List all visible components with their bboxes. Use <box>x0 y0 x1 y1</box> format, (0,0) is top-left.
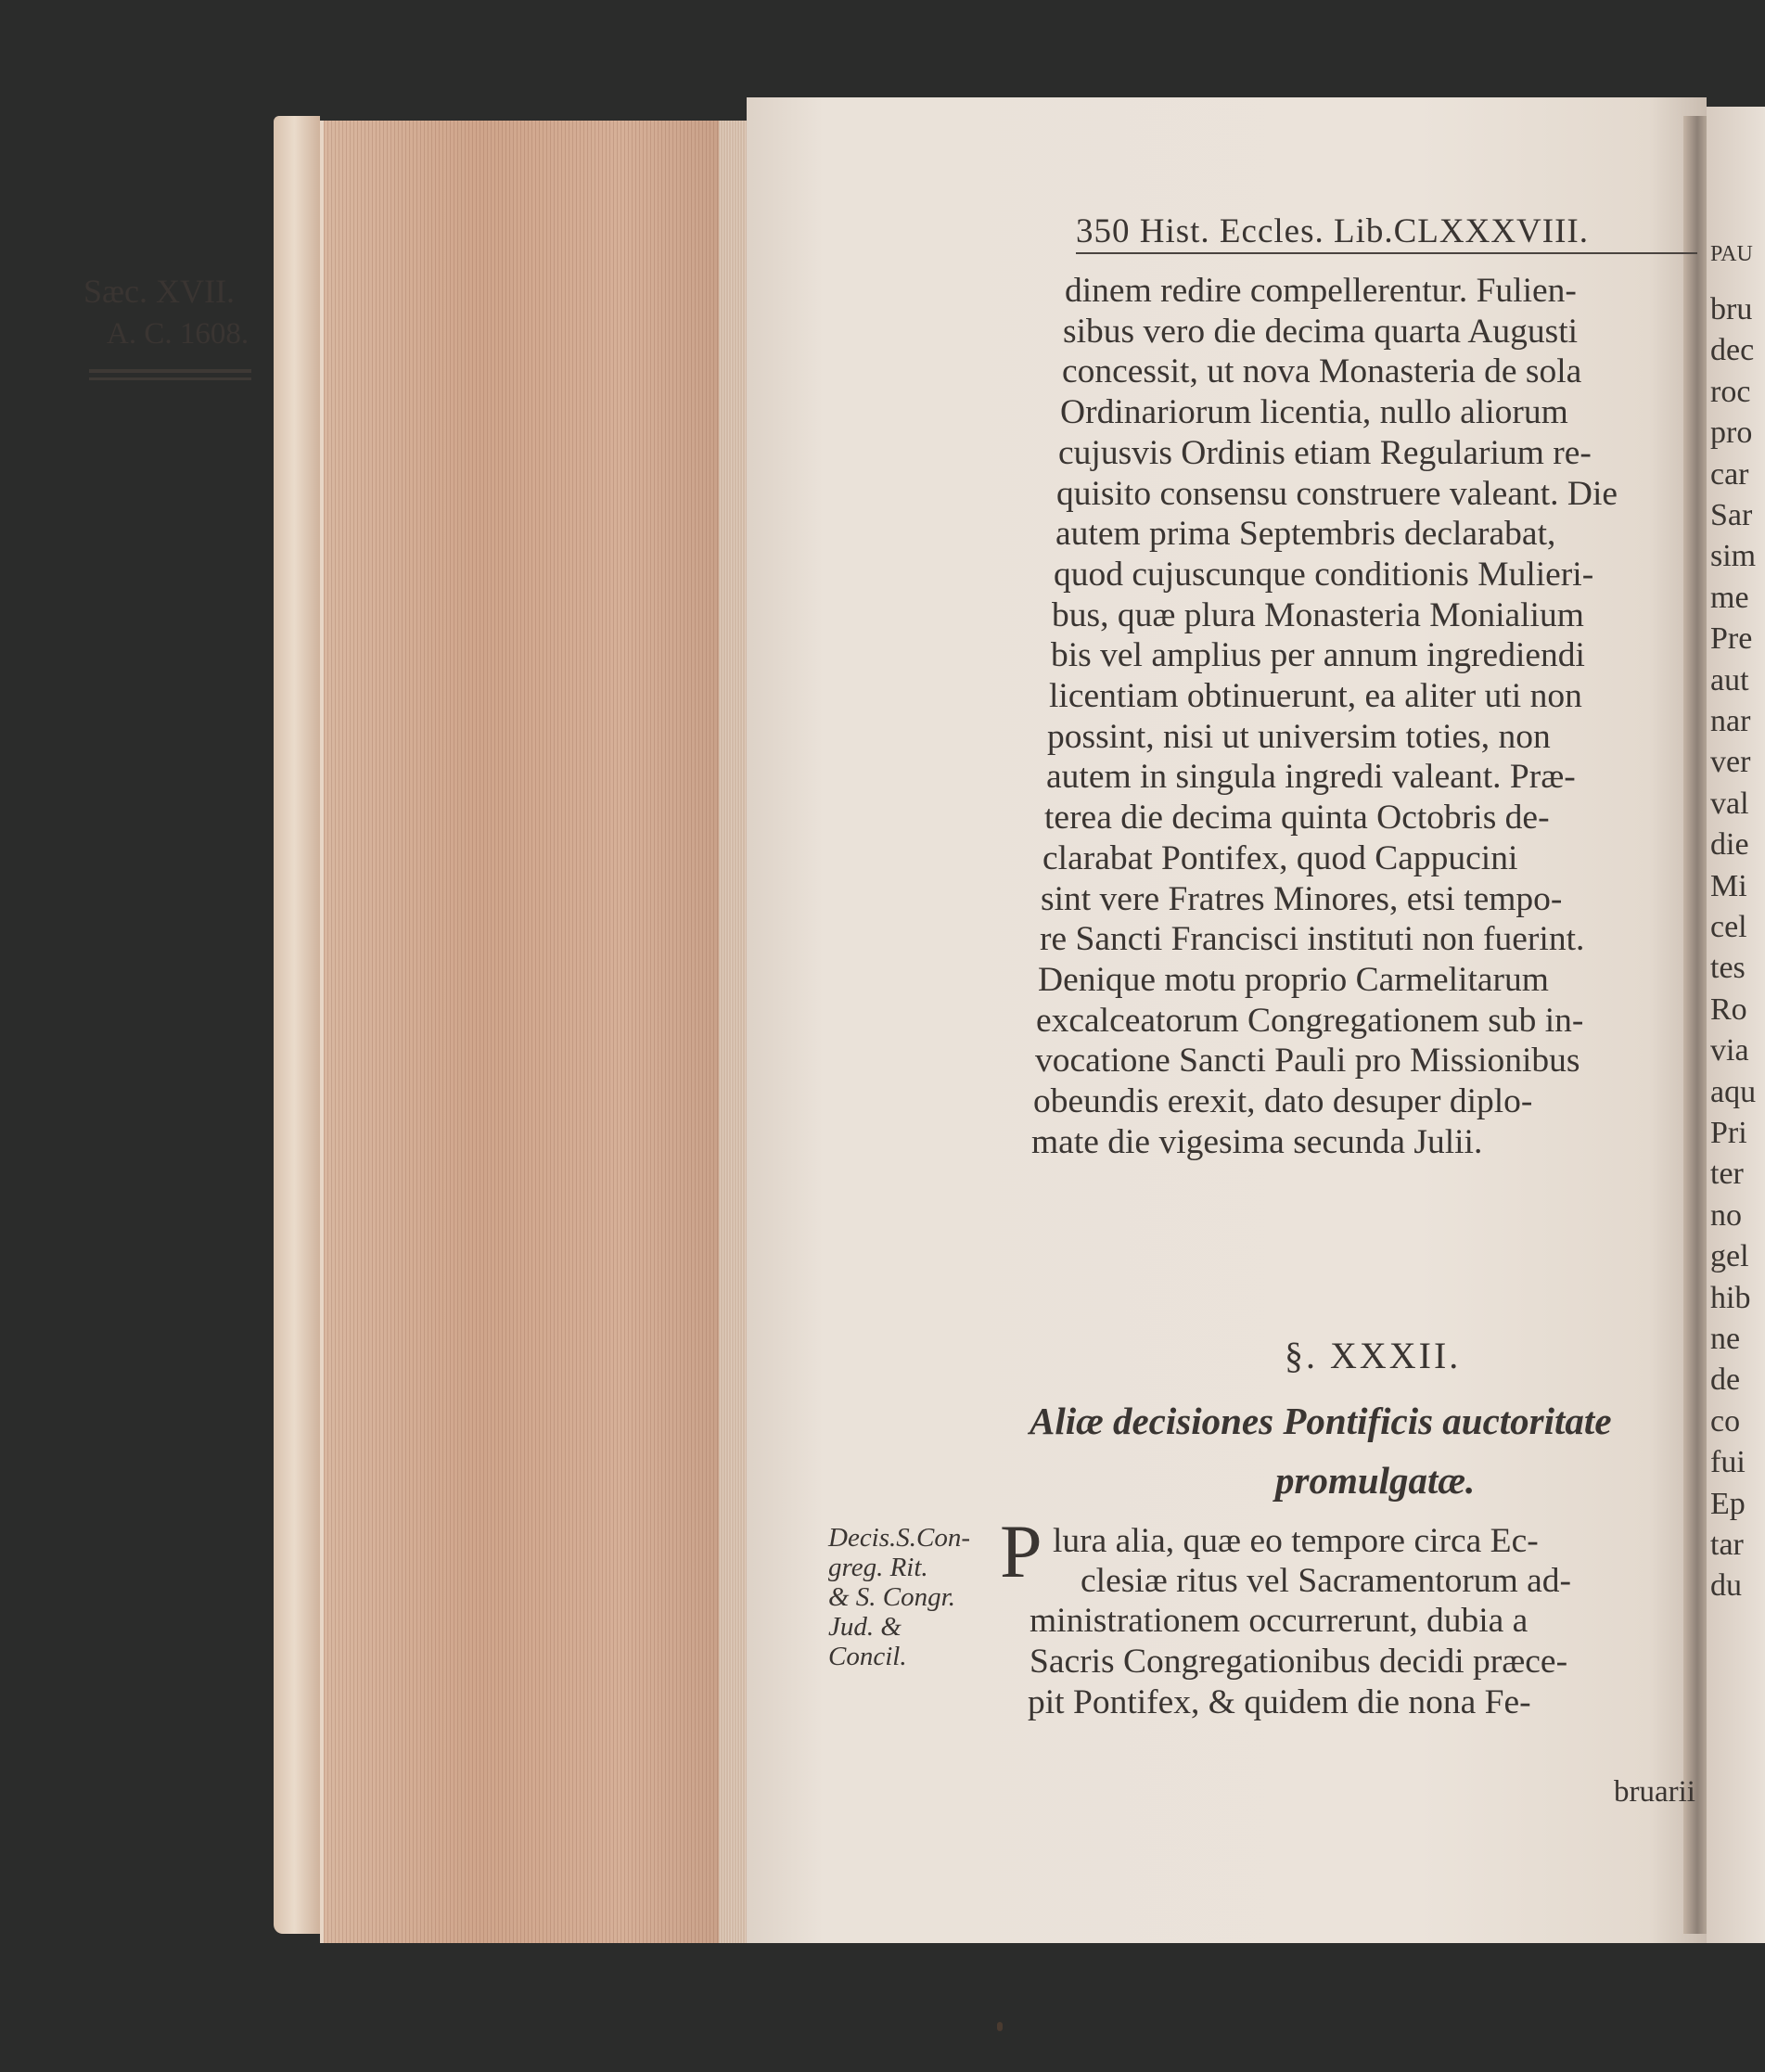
section-number: §. XXXII. <box>1285 1335 1462 1376</box>
paper-speck <box>997 2022 1003 2031</box>
body-line: bis vel amplius per annum ingrediendi <box>1051 636 1585 675</box>
facing-page-fragment: roc <box>1710 374 1751 409</box>
facing-page-fragment: me <box>1710 580 1749 615</box>
body-line: bus, quæ plura Monasteria Monialium <box>1052 595 1584 634</box>
para2-line-1: lura alia, quæ eo tempore circa Ec- <box>1053 1522 1539 1560</box>
side-note-year: A. C. 1608. <box>107 317 249 351</box>
body-line: autem prima Septembris declarabat, <box>1055 515 1556 554</box>
para2-line-4: Sacris Congregationibus decidi præce- <box>1030 1643 1568 1681</box>
facing-page-fragment: dec <box>1710 333 1755 368</box>
section-title-line-1: Aliæ decisiones Pontificis auctoritate <box>1030 1400 1612 1442</box>
body-line: possint, nisi ut universim toties, non <box>1047 717 1551 756</box>
body-line: cujusvis Ordinis etiam Regularium re- <box>1058 433 1592 472</box>
page-stack-edge <box>719 121 747 1943</box>
para2-line-5: pit Pontifex, & quidem die nona Fe- <box>1028 1683 1531 1721</box>
margin-note-line: Jud. & <box>828 1612 902 1642</box>
facing-page-fragment: fui <box>1710 1445 1746 1480</box>
side-note-century: Sæc. XVII. <box>83 273 235 310</box>
facing-page-fragment: gel <box>1710 1239 1749 1274</box>
facing-page-fragment: val <box>1710 786 1749 821</box>
facing-page-fragment: sim <box>1710 539 1757 574</box>
facing-page-fragment: via <box>1710 1033 1749 1068</box>
facing-page-fragment: Ep <box>1710 1486 1746 1521</box>
body-line: re Sancti Francisci instituti non fuerint. <box>1040 920 1585 959</box>
facing-page-fragment: cel <box>1710 910 1747 944</box>
body-line: sibus vero die decima quarta Augusti <box>1063 312 1579 351</box>
book-cover-edge <box>274 116 320 1934</box>
para2-line-2: clesiæ ritus vel Sacramentorum ad- <box>1081 1562 1572 1600</box>
body-line: mate die vigesima secunda Julii. <box>1031 1122 1483 1161</box>
facing-page-fragment: aut <box>1710 662 1749 697</box>
facing-page-fragment: du <box>1710 1568 1742 1604</box>
facing-page-fragment: Pre <box>1710 621 1753 657</box>
facing-page-fragment: hib <box>1710 1280 1751 1315</box>
margin-note-line: & S. Congr. <box>828 1582 955 1612</box>
body-line: vocatione Sancti Pauli pro Missionibus <box>1035 1042 1580 1081</box>
side-note-rule <box>89 369 251 373</box>
body-line: autem in singula ingredi valeant. Præ- <box>1046 758 1576 797</box>
facing-page-fragment: ter <box>1710 1157 1744 1192</box>
body-line: quisito consensu construere valeant. Die <box>1056 474 1618 513</box>
margin-note-line: Decis.S.Con- <box>828 1523 971 1553</box>
facing-page-fragment: nar <box>1710 704 1751 738</box>
drop-cap: P <box>1000 1509 1042 1593</box>
body-line: dinem redire compellerentur. Fulien- <box>1065 272 1577 310</box>
para2-line-3: ministrationem occurrerunt, dubia a <box>1030 1602 1528 1640</box>
section-title-line-2: promulgatæ. <box>1275 1459 1476 1502</box>
facing-page-fragment: aqu <box>1710 1074 1757 1109</box>
facing-page-fragment: no <box>1710 1197 1742 1233</box>
body-line: clarabat Pontifex, quod Cappucini <box>1042 838 1518 877</box>
facing-page <box>1707 107 1765 1943</box>
facing-page-fragment: tes <box>1710 951 1746 986</box>
body-line: obeundis erexit, dato desuper diplo- <box>1033 1082 1533 1120</box>
facing-page-fragment: de <box>1710 1362 1741 1398</box>
body-line: licentiam obtinuerunt, ea aliter uti non <box>1049 677 1582 715</box>
facing-page-fragment: Ro <box>1710 991 1747 1027</box>
header-rule <box>1076 252 1697 254</box>
page-block-edge <box>320 121 723 1943</box>
page-header: 350 Hist. Eccles. Lib.CLXXXVIII. <box>1076 212 1589 250</box>
body-line: terea die decima quinta Octobris de- <box>1044 799 1550 838</box>
facing-page-fragment: die <box>1710 827 1749 863</box>
facing-page-fragment: Pri <box>1710 1116 1747 1150</box>
facing-page-fragment: pro <box>1710 416 1753 451</box>
margin-note-line: greg. Rit. <box>828 1553 928 1582</box>
body-line: sint vere Fratres Minores, etsi tempo- <box>1041 879 1563 918</box>
body-line: quod cujuscunque conditionis Mulieri- <box>1054 555 1594 594</box>
facing-page-fragment: tar <box>1710 1528 1744 1562</box>
facing-page-fragment: Sar <box>1710 498 1753 532</box>
catchword: bruarii <box>1614 1775 1695 1809</box>
facing-page-fragment: ne <box>1710 1322 1741 1356</box>
facing-page-fragment: Mi <box>1710 868 1747 903</box>
body-line: Denique motu proprio Carmelitarum <box>1038 960 1549 999</box>
body-line: concessit, ut nova Monasteria de sola <box>1062 352 1582 391</box>
facing-page-fragment: PAU <box>1710 242 1753 266</box>
body-line: excalceatorum Congregationem sub in- <box>1036 1001 1584 1040</box>
facing-page-fragment: car <box>1710 456 1749 492</box>
body-line: Ordinariorum licentia, nullo aliorum <box>1060 393 1568 432</box>
side-note-rule <box>89 377 251 380</box>
facing-page-fragment: ver <box>1710 745 1751 780</box>
facing-page-fragment: bru <box>1710 292 1753 326</box>
margin-note-line: Concil. <box>828 1642 907 1671</box>
facing-page-fragment: co <box>1710 1403 1741 1439</box>
